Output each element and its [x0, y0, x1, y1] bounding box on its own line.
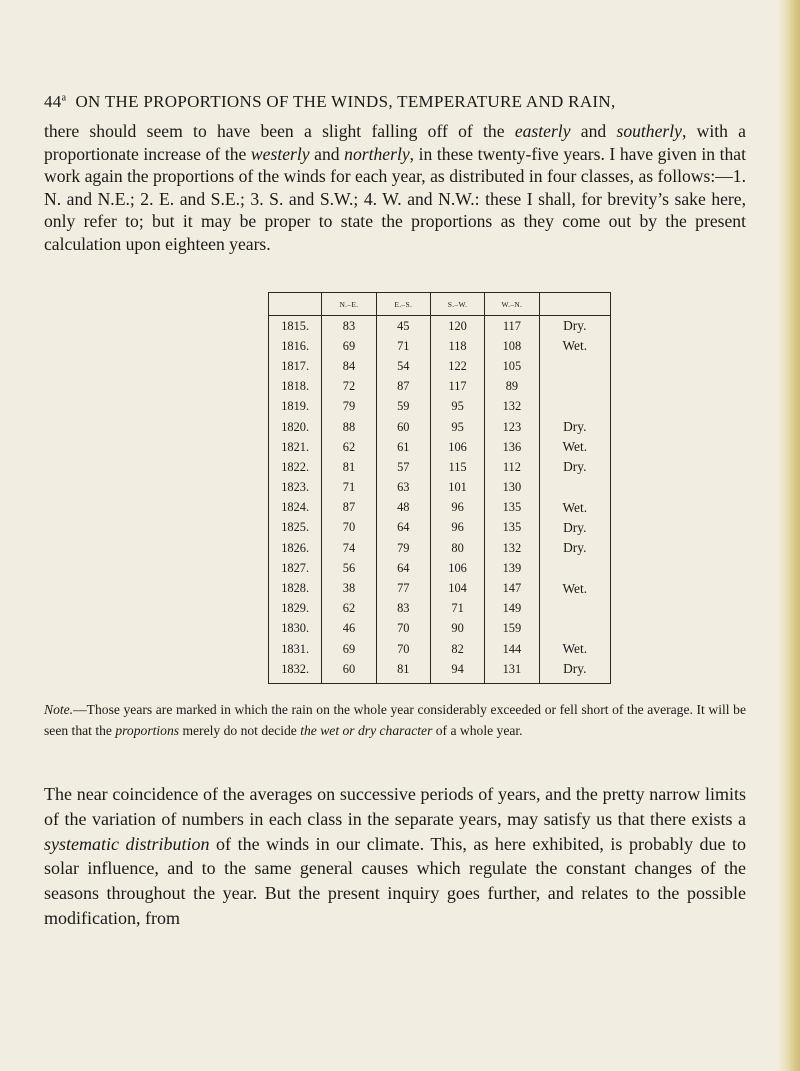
cell-ne: 69 [322, 639, 376, 659]
table-row [269, 538, 611, 558]
table-row [269, 417, 611, 437]
cell-remark [539, 599, 610, 619]
table-row [269, 619, 611, 639]
cell-ne: 70 [322, 518, 376, 538]
cell-ne: 79 [322, 397, 376, 417]
cell-year: 1816. [269, 336, 322, 356]
table-row [269, 478, 611, 498]
cell-es: 71 [376, 336, 430, 356]
header-sw: S.–W. [430, 293, 484, 316]
cell-es: 61 [376, 437, 430, 457]
table-row [269, 457, 611, 477]
cell-es: 45 [376, 316, 430, 337]
cell-sw: 95 [430, 417, 484, 437]
cell-ne: 81 [322, 457, 376, 477]
cell-year: 1815. [269, 316, 322, 337]
cell-wn: 89 [485, 377, 539, 397]
cell-ne: 74 [322, 538, 376, 558]
running-title: ON THE PROPORTIONS OF THE WINDS, TEMPERATURE AND RAIN, [75, 92, 616, 111]
cell-sw: 90 [430, 619, 484, 639]
cell-year: 1823. [269, 478, 322, 498]
table-row [269, 518, 611, 538]
cell-es: 70 [376, 639, 430, 659]
cell-year: 1819. [269, 397, 322, 417]
cell-year: 1832. [269, 659, 322, 684]
cell-es: 64 [376, 518, 430, 538]
cell-remark [539, 619, 610, 639]
emphasis: the wet or dry character [300, 722, 433, 738]
cell-wn: 136 [485, 437, 539, 457]
cell-wn: 144 [485, 639, 539, 659]
cell-ne: 46 [322, 619, 376, 639]
cell-wn: 131 [485, 659, 539, 684]
cell-sw: 115 [430, 457, 484, 477]
cell-sw: 101 [430, 478, 484, 498]
emphasis: proportions [115, 722, 180, 738]
cell-remark: Dry. [539, 457, 610, 477]
cell-es: 87 [376, 377, 430, 397]
cell-es: 63 [376, 478, 430, 498]
cell-remark: Dry. [539, 659, 610, 684]
paragraph-intro: there should seem to have been a slight falling off of the easterly and southerly, with a proportionate increase of the westerly and northerly, in these twenty-five years. I have given in that work again the proportions of the winds for each year, as distributed in four classes, as follows:—1. N. and N.E.; 2. E. and S.E.; 3. S. and S.W.; 4. W. and N.W.: these I shall, for brevity’s sake here, only refer to; but it may be proper to state the proportions as they come out by the present calculation upon eighteen years. [44, 121, 747, 254]
running-header [44, 92, 744, 112]
cell-wn: 132 [485, 397, 539, 417]
cell-ne: 84 [322, 356, 376, 376]
cell-remark [539, 377, 610, 397]
table-row [269, 578, 611, 598]
cell-remark: Wet. [539, 437, 610, 457]
cell-es: 57 [376, 457, 430, 477]
cell-es: 48 [376, 498, 430, 518]
cell-ne: 60 [322, 659, 376, 684]
cell-wn: 130 [485, 478, 539, 498]
cell-year: 1829. [269, 599, 322, 619]
emphasis: systematic distribution [44, 833, 210, 854]
header-year [269, 293, 322, 316]
cell-year: 1821. [269, 437, 322, 457]
cell-sw: 96 [430, 498, 484, 518]
cell-es: 59 [376, 397, 430, 417]
header-es: E.–S. [376, 293, 430, 316]
cell-es: 79 [376, 538, 430, 558]
table-row [269, 377, 611, 397]
cell-es: 81 [376, 659, 430, 684]
cell-wn: 135 [485, 498, 539, 518]
cell-remark [539, 356, 610, 376]
cell-ne: 83 [322, 316, 376, 337]
cell-wn: 123 [485, 417, 539, 437]
cell-ne: 62 [322, 437, 376, 457]
cell-wn: 159 [485, 619, 539, 639]
cell-wn: 149 [485, 599, 539, 619]
cell-year: 1818. [269, 377, 322, 397]
cell-es: 64 [376, 558, 430, 578]
table-row [269, 498, 611, 518]
table-row [269, 437, 611, 457]
cell-sw: 95 [430, 397, 484, 417]
cell-wn: 108 [485, 336, 539, 356]
cell-year: 1830. [269, 619, 322, 639]
table-header-row [269, 293, 611, 316]
cell-year: 1825. [269, 518, 322, 538]
cell-remark: Dry. [539, 417, 610, 437]
cell-ne: 87 [322, 498, 376, 518]
cell-remark [539, 558, 610, 578]
cell-year: 1824. [269, 498, 322, 518]
emphasis: easterly [514, 121, 571, 141]
cell-remark: Dry. [539, 316, 610, 337]
cell-sw: 118 [430, 336, 484, 356]
cell-ne: 88 [322, 417, 376, 437]
cell-wn: 117 [485, 316, 539, 337]
page-edge-shadow [778, 0, 800, 1071]
cell-year: 1831. [269, 639, 322, 659]
cell-ne: 38 [322, 578, 376, 598]
wind-proportions-table [268, 292, 611, 684]
cell-year: 1827. [269, 558, 322, 578]
table-note: Note.—Those years are marked in which the rain on the whole year considerably exceeded or fell short of the average. It will be seen that the proportions merely do not decide the wet or dry character of a whole year. [44, 702, 746, 738]
cell-sw: 80 [430, 538, 484, 558]
cell-ne: 72 [322, 377, 376, 397]
table-row [269, 356, 611, 376]
cell-year: 1828. [269, 578, 322, 598]
table-row [269, 316, 611, 337]
cell-remark: Wet. [539, 498, 610, 518]
emphasis: northerly [344, 143, 410, 164]
cell-year: 1820. [269, 417, 322, 437]
cell-sw: 94 [430, 659, 484, 684]
cell-sw: 71 [430, 599, 484, 619]
table-row [269, 397, 611, 417]
note-label: Note. [44, 702, 74, 717]
cell-sw: 106 [430, 437, 484, 457]
cell-remark: Wet. [539, 578, 610, 598]
cell-sw: 122 [430, 356, 484, 376]
cell-year: 1822. [269, 457, 322, 477]
table-row [269, 639, 611, 659]
cell-remark [539, 397, 610, 417]
cell-sw: 104 [430, 578, 484, 598]
cell-wn: 112 [485, 457, 539, 477]
cell-es: 70 [376, 619, 430, 639]
page-number-suffix: a [61, 92, 67, 104]
cell-year: 1826. [269, 538, 322, 558]
table-row [269, 659, 611, 684]
cell-remark: Wet. [539, 336, 610, 356]
cell-es: 60 [376, 417, 430, 437]
cell-es: 83 [376, 599, 430, 619]
cell-sw: 106 [430, 558, 484, 578]
cell-ne: 62 [322, 599, 376, 619]
cell-ne: 56 [322, 558, 376, 578]
cell-es: 54 [376, 356, 430, 376]
cell-remark: Dry. [539, 538, 610, 558]
cell-remark: Wet. [539, 639, 610, 659]
cell-remark [539, 478, 610, 498]
cell-sw: 117 [430, 377, 484, 397]
page-number: 44 [44, 92, 62, 111]
table-row [269, 558, 611, 578]
cell-sw: 120 [430, 316, 484, 337]
header-wn: W.–N. [485, 293, 539, 316]
emphasis: westerly [250, 143, 310, 164]
cell-wn: 132 [485, 538, 539, 558]
cell-wn: 105 [485, 356, 539, 376]
cell-wn: 147 [485, 578, 539, 598]
cell-year: 1817. [269, 356, 322, 376]
emphasis: southerly [616, 121, 682, 141]
cell-sw: 82 [430, 639, 484, 659]
cell-sw: 96 [430, 518, 484, 538]
header-ne: N.–E. [322, 293, 376, 316]
header-remark [539, 293, 610, 316]
cell-wn: 135 [485, 518, 539, 538]
table-body [269, 316, 611, 684]
table-row [269, 599, 611, 619]
cell-ne: 71 [322, 478, 376, 498]
paragraph-conclusion: The near coincidence of the averages on successive periods of years, and the pretty narrow limits of the variation of numbers in each class in the separate years, may satisfy us that there exists a systematic distribution of the winds in our climate. This, as here exhibited, is probably due to solar influence, and to the same general causes which regulate the constant changes of the seasons throughout the year. But the present inquiry goes further, and relates to the possible modification, from [44, 784, 747, 928]
cell-es: 77 [376, 578, 430, 598]
cell-wn: 139 [485, 558, 539, 578]
cell-ne: 69 [322, 336, 376, 356]
table-row [269, 336, 611, 356]
cell-remark: Dry. [539, 518, 610, 538]
